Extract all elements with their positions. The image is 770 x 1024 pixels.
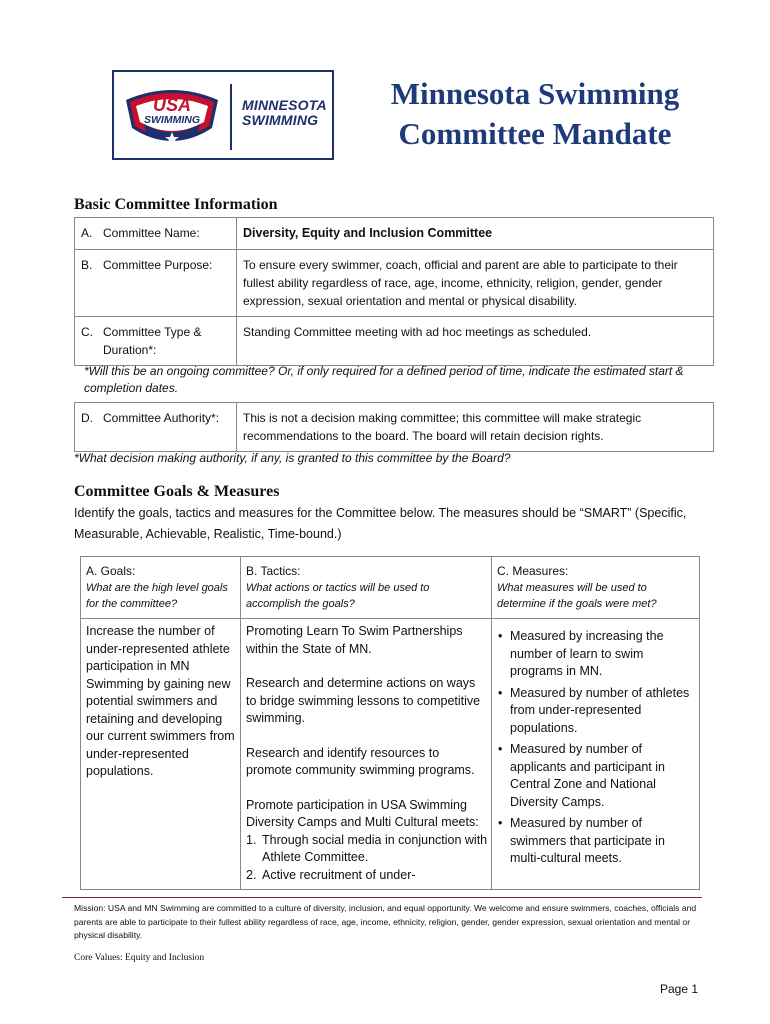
goal-text: Increase the number of under-represented athlete participation in MN Swimming by gaining new potential swimmers and retaining and developing our current swimmers from under-represented populations. <box>86 624 235 778</box>
row-label: A. Committee Name: <box>75 218 237 250</box>
row-label: C. Committee Type & Duration*: <box>75 317 237 366</box>
committee-authority-value: This is not a decision making committee; this committee will make strategic recommendations to the board. The board will retain decision rights. <box>237 403 714 452</box>
tactic-sub-list <box>246 832 488 885</box>
title-line1: Minnesota Swimming <box>390 76 680 111</box>
list-item: • Measured by number of applicants and participant in Central Zone and National Diversity Camps. <box>498 741 694 811</box>
goals-heading: Committee Goals & Measures <box>74 483 280 500</box>
title-line2: Committee Mandate <box>398 116 672 151</box>
measures-column-header: C. Measures: What measures will be used to determine if the goals were met? <box>497 564 657 610</box>
table-row <box>75 250 714 317</box>
list-item: 1. Through social media in conjunction with Athlete Committee. <box>246 832 488 864</box>
tactics-cell <box>246 623 488 884</box>
usa-swimming-logo <box>120 78 224 154</box>
mn-swimming-logo <box>242 98 327 128</box>
measures-cell <box>498 628 694 872</box>
tactic-item: Research and identify resources to promote community swimming programs. <box>246 745 475 777</box>
page-title <box>360 74 710 154</box>
logo-divider <box>230 84 232 150</box>
list-item: • Measured by number of athletes from under-represented populations. <box>498 685 694 738</box>
row-label: B. Committee Purpose: <box>75 250 237 317</box>
goals-intro: Identify the goals, tactics and measures for the Committee below. The measures should be “SMART” (Specific, Measurable, Achievable, Realistic, Time-bound.) <box>74 506 687 541</box>
table-row <box>75 218 714 250</box>
logo-box <box>112 70 334 160</box>
logo-swimming-text: SWIMMING <box>144 114 200 126</box>
table-row <box>75 403 714 452</box>
list-item: • Measured by increasing the number of learn to swim programs in MN. <box>498 628 694 681</box>
committee-purpose-value: To ensure every swimmer, coach, official and parent are able to participate to their fullest ability regardless of race, age, income, ethnicity, religion, gender, gender expression, sexual orientation and mental or physical disability. <box>237 250 714 317</box>
logo-usa-text: USA <box>152 95 192 115</box>
list-item: • Measured by number of swimmers that participate in multi-cultural meets. <box>498 815 694 868</box>
core-values: Core Values: Equity and Inclusion <box>74 953 205 963</box>
measures-list <box>498 628 694 868</box>
tactic-item: Promote participation in USA Swimming Diversity Camps and Multi Cultural meets: <box>246 797 479 829</box>
tactics-column-header: B. Tactics: What actions or tactics will be used to accomplish the goals? <box>246 564 430 610</box>
mn-logo-line2: SWIMMING <box>242 112 319 128</box>
page-number: Page 1 <box>660 982 699 996</box>
goals-table <box>80 556 700 890</box>
row-label: D. Committee Authority*: <box>75 403 237 452</box>
authority-note: *What decision making authority, if any, is granted to this committee by the Board? <box>74 451 511 465</box>
mn-logo-line1: MINNESOTA <box>242 97 327 113</box>
committee-name-value: Diversity, Equity and Inclusion Committee <box>237 218 714 250</box>
duration-note: *Will this be an ongoing committee? Or, if only required for a defined period of time, indicate the estimated start & completion dates. <box>84 364 684 395</box>
mission-statement: Mission: USA and MN Swimming are committed to a culture of diversity, inclusion, and equal opportunity. We welcome and ensure swimmers, coaches, officials and parents are able to participate to their fullest ability regardless of race, age, income, ethnicity, religion, gender, gender expression, sexual orientation and mental or physical disability. <box>74 903 697 940</box>
committee-type-value: Standing Committee meeting with ad hoc meetings as scheduled. <box>237 317 714 366</box>
authority-table <box>74 402 714 452</box>
basic-info-heading: Basic Committee Information <box>74 196 278 213</box>
basic-info-table <box>74 217 714 366</box>
tactic-item: Promoting Learn To Swim Partnerships within the State of MN. <box>246 624 463 656</box>
tactic-item: Research and determine actions on ways to bridge swimming lessons to competitive swimming. <box>246 676 481 725</box>
goals-column-header: A. Goals: What are the high level goals for the committee? <box>86 564 228 610</box>
table-row <box>75 317 714 366</box>
footer-divider <box>62 897 702 898</box>
list-item: 2. Active recruitment of under- <box>246 867 416 882</box>
